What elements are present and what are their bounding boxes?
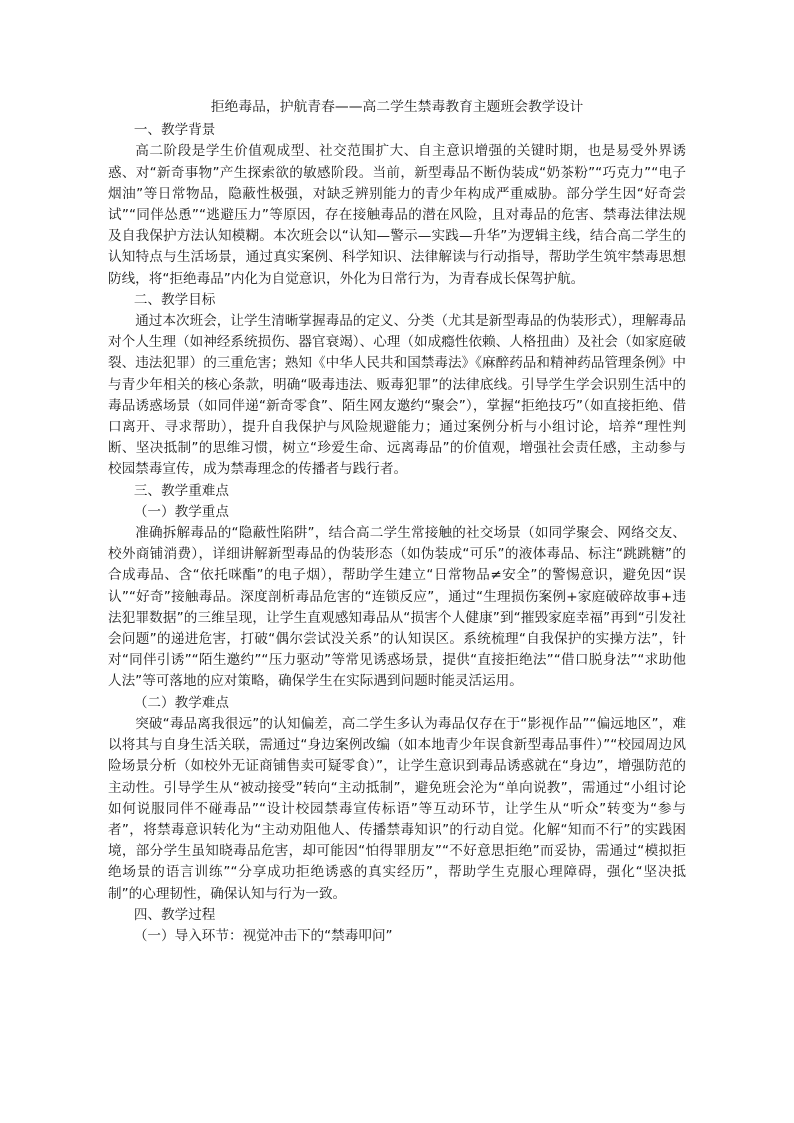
section-heading-background: 一、教学背景: [133, 122, 216, 139]
document-page: [108, 97, 686, 947]
section-heading-objectives: 二、教学目标: [133, 291, 216, 308]
section-heading-key-difficult-points: 三、教学重难点: [133, 482, 229, 499]
subheading-difficult-points: （二）教学难点: [133, 694, 229, 711]
paragraph-key-points: 准确拆解毒品的“隐蔽性陷阱”，结合高二学生常接触的社交场景（如同学聚会、网络交友、校外商铺消费），详细讲解新型毒品的伪装形态（如伪装成“可乐”的液体毒品、标注“跳跳糖”的合成毒品、含“依托咪酯”的电子烟），帮助学生建立“日常物品≠安全”的警惕意识，避免因“误认”“好奇”接触毒品。深度剖析毒品危害的“连锁反应”，通过“生理损伤案例+家庭破碎故事+违法犯罪数据”的三维呈现，让学生直观感知毒品从“损害个人健康”到“摧毁家庭幸福”再到“引发社会问题”的递进危害，打破“偶尔尝试没关系”的认知误区。系统梳理“自我保护的实操方法”，针对“同伴引诱”“陌生邀约”“压力驱动”等常见诱惑场景，提供“直接拒绝法”“借口脱身法”“求助他人法”等可落地的应对策略，确保学生在实际遇到问题时能灵活运用。: [108, 525, 686, 690]
paragraph-objectives: 通过本次班会，让学生清晰掌握毒品的定义、分类（尤其是新型毒品的伪装形式），理解毒品对个人生理（如神经系统损伤、器官衰竭）、心理（如成瘾性依赖、人格扭曲）及社会（如家庭破裂、违法犯罪）的三重危害；熟知《中华人民共和国禁毒法》《麻醉药品和精神药品管理条例》中与青少年相关的核心条款，明确“吸毒违法、贩毒犯罪”的法律底线。引导学生学会识别生活中的毒品诱惑场景（如同伴递“新奇零食”、陌生网友邀约“聚会”），掌握“拒绝技巧”（如直接拒绝、借口离开、寻求帮助），提升自我保护与风险规避能力；通过案例分析与小组讨论，培养“理性判断、坚决抵制”的思维习惯，树立“珍爱生命、远离毒品”的价值观，增强社会责任感，主动参与校园禁毒宣传，成为禁毒理念的传播者与践行者。: [108, 313, 686, 478]
subheading-introduction: （一）导入环节：视觉冲击下的“禁毒叩问”: [133, 927, 393, 944]
paragraph-background: 高二阶段是学生价值观成型、社交范围扩大、自主意识增强的关键时期，也是易受外界诱惑、对“新奇事物”产生探索欲的敏感阶段。当前，新型毒品不断伪装成“奶茶粉”“巧克力”“电子烟油”等日常物品，隐蔽性极强，对缺乏辨别能力的青少年构成严重威胁。部分学生因“好奇尝试”“同伴怂恿”“逃避压力”等原因，存在接触毒品的潜在风险，且对毒品的危害、禁毒法律法规及自我保护方法认知模糊。本次班会以“认知—警示—实践—升华”为逻辑主线，结合高二学生的认知特点与生活场景，通过真实案例、科学知识、法律解读与行动指导，帮助学生筑牢禁毒思想防线，将“拒绝毒品”内化为自觉意识，外化为日常行为，为青春成长保驾护航。: [108, 143, 686, 287]
document-title: 拒绝毒品，护航青春——高二学生禁毒教育主题班会教学设计: [210, 99, 584, 115]
paragraph-difficult-points: 突破“毒品离我很远”的认知偏差，高二学生多认为毒品仅存在于“影视作品”“偏远地区”，难以将其与自身生活关联，需通过“身边案例改编（如本地青少年误食新型毒品事件）”“校园周边风险场景分析（如校外无证商铺售卖可疑零食）”，让学生意识到毒品诱惑就在“身边”，增强防范的主动性。引导学生从“被动接受”转向“主动抵制”，避免班会沦为“单向说教”，需通过“小组讨论如何说服同伴不碰毒品”“设计校园禁毒宣传标语”等互动环节，让学生从“听众”转变为“参与者”，将禁毒意识转化为“主动劝阻他人、传播禁毒知识”的行动自觉。化解“知而不行”的实践困境，部分学生虽知晓毒品危害，却可能因“怕得罪朋友”“不好意思拒绝”而妥协，需通过“模拟拒绝场景的语言训练”“分享成功拒绝诱惑的真实经历”，帮助学生克服心理障碍，强化“坚决抵制”的心理韧性，确保认知与行为一致。: [108, 715, 686, 902]
subheading-key-points: （一）教学重点: [133, 503, 229, 520]
section-heading-process: 四、教学过程: [133, 906, 216, 923]
